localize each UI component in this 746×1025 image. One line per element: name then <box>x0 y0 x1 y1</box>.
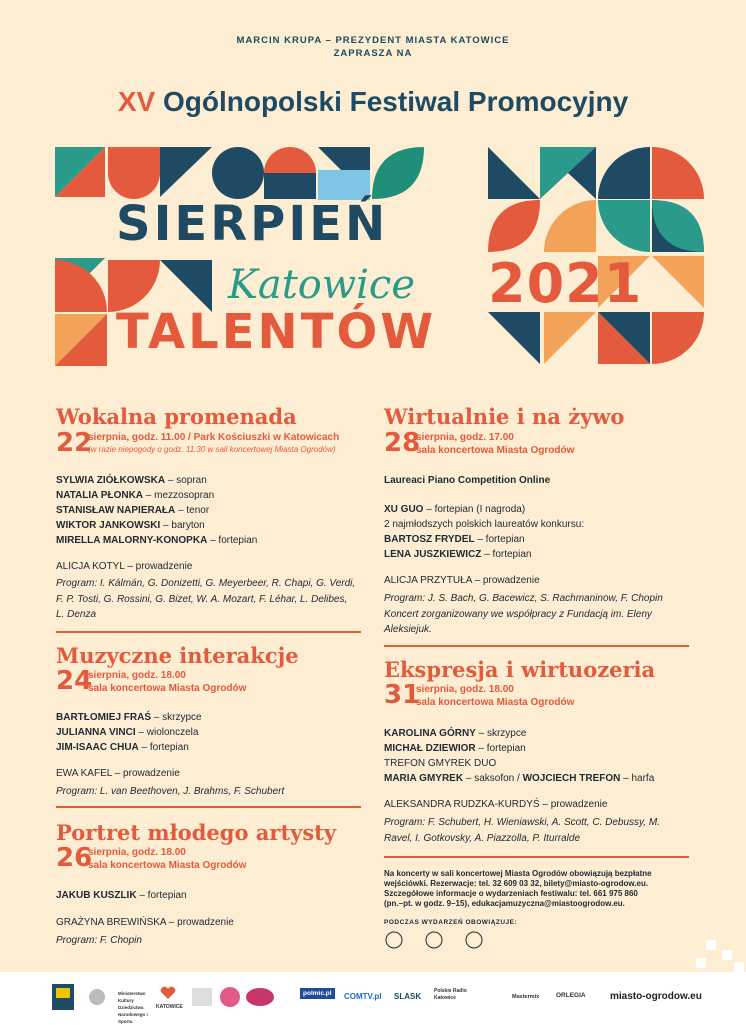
miasto-ogrodow-url: miasto-ogrodow.eu <box>610 991 702 1002</box>
event-day: 26 <box>56 843 93 873</box>
title-rest: Ogólnopolski Festiwal Promocyjny <box>162 86 629 117</box>
orlegia-logo: ORLEGIA <box>556 992 586 999</box>
shape <box>652 312 704 364</box>
shape <box>160 147 212 197</box>
logo-word-sierpien: SIERPIEŃ <box>116 196 389 252</box>
mastermix-logo: Mastermix <box>512 994 540 1000</box>
performer: JULIANNA VINCI – wiolonczela <box>56 727 199 738</box>
shape <box>544 200 596 252</box>
event-venue: sala koncertowa Miasta Ogrodów <box>88 683 247 694</box>
event-when: sierpnia, godz. 18.00 <box>88 670 186 681</box>
info-line: Szczegółowe informacje o wydarzeniach festiwalu: tel. 661 975 860 <box>384 889 638 898</box>
event-line: 2 najmłodszych polskich laureatów konkursu: <box>384 519 585 530</box>
katowice-crest-icon <box>52 984 74 1010</box>
shape <box>55 260 107 312</box>
event-title: Ekspresja i wirtuozeria <box>384 657 656 682</box>
invite-line-2: ZAPRASZA NA <box>333 48 413 59</box>
event-venue: sala koncertowa Miasta Ogrodów <box>416 697 575 708</box>
event-title: Wirtualnie i na żywo <box>384 404 625 429</box>
event-program: Program: I. Kálmán, G. Donizetti, G. Meyerbeer, R. Chapi, G. Verdi, F. P. Tosti, G. Rossini, G. Bizet, W. A. Mozart, F. Léhar, L. Delibes, L. Denza <box>56 578 356 620</box>
logo-word-katowice: Katowice <box>228 262 415 308</box>
performer: WIKTOR JANKOWSKI – baryton <box>56 520 205 531</box>
event-venue: sala koncertowa Miasta Ogrodów <box>88 860 247 871</box>
event-note: (w razie niepogody o godz. 11.30 w sali koncertowej Miasta Ogrodów) <box>88 445 336 454</box>
slask-logo: SLASK <box>394 992 422 1001</box>
event-day: 22 <box>56 428 93 458</box>
event-program: Program: J. S. Bach, G. Bacewicz, S. Rachmaninow, F. Chopin Koncert zorganizowany we współpracy z Fundacją im. Eleny Aleksiejuk. <box>384 593 663 635</box>
divider <box>384 856 689 858</box>
performer: LENA JUSZKIEWICZ – fortepian <box>384 549 532 560</box>
info-line: (pn.–pt. w godz. 9–15), edukacjamuzyczna@miastoogrodow.eu. <box>384 899 625 908</box>
logo-word-talentow: TALENTÓW <box>116 304 437 360</box>
title-prefix: XV <box>117 86 156 117</box>
shape <box>652 256 704 308</box>
event-day: 28 <box>384 428 421 458</box>
event-host: ALICJA KOTYL – prowadzenie <box>56 561 193 572</box>
performer: MICHAŁ DZIEWIOR – fortepian <box>384 743 526 754</box>
performer: STANISŁAW NAPIERAŁA – tenor <box>56 505 210 516</box>
performer: XU GUO – fortepian (I nagroda) <box>384 504 526 515</box>
divider <box>56 631 361 633</box>
logo-year: 2021 <box>488 252 643 315</box>
sponsor-footer <box>0 972 746 1024</box>
shape <box>544 312 596 364</box>
performer: JAKUB KUSZLIK – fortepian <box>56 890 187 901</box>
shape <box>598 147 650 199</box>
corner-decoration <box>690 940 746 972</box>
event-host: ALICJA PRZYTUŁA – prowadzenie <box>384 575 540 586</box>
event-when: sierpnia, godz. 11.00 / Park Kościuszki w Katowicach <box>88 432 340 443</box>
event-when: sierpnia, godz. 18.00 <box>88 847 186 858</box>
performer: MARIA GMYREK – saksofon / WOJCIECH TREFON – harfa <box>384 773 655 784</box>
shape <box>488 200 540 252</box>
event-program: Program: F. Chopin <box>56 935 142 946</box>
performer: BARTOSZ FRYDEL – fortepian <box>384 534 525 545</box>
event-program: Program: F. Schubert, H. Wieniawski, A. Scott, C. Debussy, M. Ravel, I. Gotkovsky, A. Piazzolla, P. Iturralde <box>384 817 660 844</box>
event-day: 31 <box>384 680 421 710</box>
event-title: Wokalna promenada <box>56 404 297 429</box>
shape <box>108 147 160 199</box>
event-host: EWA KAFEL – prowadzenie <box>56 768 180 779</box>
polmic-logo: polmic.pl <box>300 988 335 999</box>
divider <box>56 806 361 808</box>
shape <box>598 200 650 252</box>
shape <box>488 147 540 199</box>
partner-logos-icon <box>192 984 282 1010</box>
performer: JIM-ISAAC CHUA – fortepian <box>56 742 189 753</box>
performer: NATALIA PŁONKA – mezzosopran <box>56 490 215 501</box>
performer: KAROLINA GÓRNY – skrzypce <box>384 728 527 739</box>
hand-sanitize-icon <box>466 932 482 948</box>
katowice-logo: KATOWICE <box>156 1004 183 1010</box>
divider <box>384 645 689 647</box>
radio-katowice-logo: Polskie Radio Katowice <box>434 988 467 1001</box>
mask-icon <box>386 932 402 948</box>
shape <box>372 147 424 199</box>
performer: MIRELLA MALORNY-KONOPKA – fortepian <box>56 535 258 546</box>
shape <box>488 312 540 364</box>
eagle-emblem-icon <box>88 986 106 1008</box>
event-title: Muzyczne interakcje <box>56 643 299 668</box>
event-host: GRAŻYNA BREWIŃSKA – prowadzenie <box>56 917 234 928</box>
event-venue: sala koncertowa Miasta Ogrodów <box>416 445 575 456</box>
event-when: sierpnia, godz. 17.00 <box>416 432 514 443</box>
ministry-logo: Ministerstwo Kultury Dziedzictwa Narodowego i Sportu <box>118 991 148 1024</box>
invite-line-1: MARCIN KRUPA – PREZYDENT MIASTA KATOWICE <box>236 35 510 46</box>
event-program: Program: L. van Beethoven, J. Brahms, F. Schubert <box>56 786 285 797</box>
comtv-logo: COMTV.pl <box>344 992 382 1001</box>
info-line: wejściówki. Rezerwacje: tel. 32 609 03 32, bilety@miasto-ogrodow.eu. <box>384 879 649 888</box>
event-title: Portret młodego artysty <box>56 820 337 845</box>
shape <box>212 147 264 199</box>
performer: TREFON GMYREK DUO <box>384 758 497 769</box>
shape <box>264 147 316 173</box>
heart-icon <box>160 986 176 1000</box>
event-day: 24 <box>56 666 93 696</box>
event-when: sierpnia, godz. 18.00 <box>416 684 514 695</box>
event-host: ALEKSANDRA RUDZKA-KURDYŚ – prowadzenie <box>384 799 608 810</box>
performer: BARTŁOMIEJ FRAŚ – skrzypce <box>56 712 202 723</box>
rules-title: PODCZAS WYDARZEŃ OBOWIĄZUJE: <box>384 919 518 926</box>
safety-rules-icons <box>384 930 524 950</box>
shape <box>652 147 704 199</box>
performer: SYLWIA ZIÓŁKOWSKA – sopran <box>56 475 207 486</box>
info-line: Na koncerty w sali koncertowej Miasta Ogrodów obowiązują bezpłatne <box>384 869 652 878</box>
distance-icon <box>426 932 442 948</box>
event-subtitle: Laureaci Piano Competition Online <box>384 475 551 486</box>
